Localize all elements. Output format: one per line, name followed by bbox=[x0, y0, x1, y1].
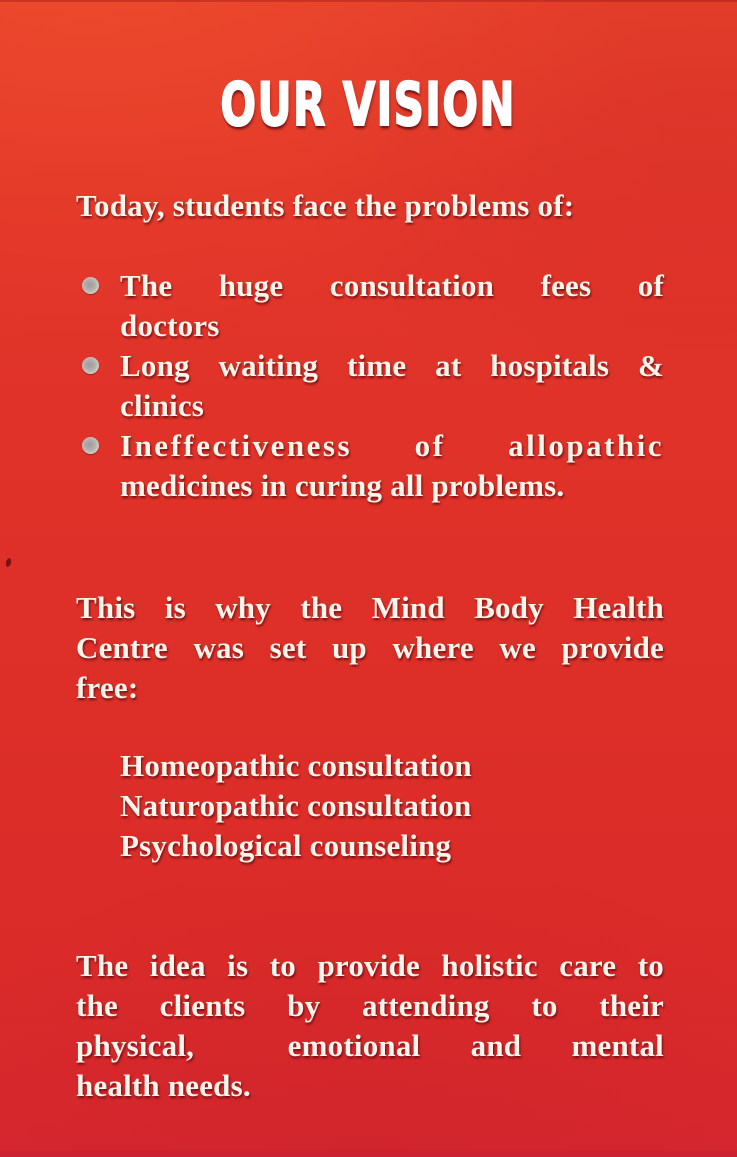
page-title-text: OUR VISION bbox=[220, 70, 517, 141]
mission-line: This is why the Mind Body Health bbox=[76, 590, 664, 625]
idea-paragraph bbox=[76, 946, 664, 1106]
bullet-dot-icon bbox=[82, 437, 99, 454]
problem-line: clinics bbox=[120, 388, 205, 423]
idea-line: the clients by attending to their bbox=[76, 988, 664, 1023]
list-item bbox=[76, 426, 664, 506]
bullet-dot-icon bbox=[82, 277, 99, 294]
service-item: Naturopathic consultation bbox=[120, 788, 472, 823]
problem-line: Long waiting time at hospitals & bbox=[120, 348, 664, 383]
problem-line: The huge consultation fees of bbox=[120, 268, 664, 303]
list-item bbox=[76, 266, 664, 346]
service-item: Homeopathic consultation bbox=[120, 748, 472, 783]
page-title bbox=[0, 70, 737, 141]
problem-line: Ineffectiveness of allopathic bbox=[120, 428, 664, 463]
bottom-dark-band bbox=[0, 1150, 737, 1157]
idea-line: health needs. bbox=[76, 1068, 251, 1103]
intro-line: Today, students face the problems of: bbox=[76, 188, 575, 223]
list-item bbox=[76, 346, 664, 426]
problem-line: medicines in curing all problems. bbox=[120, 468, 565, 503]
mission-line: Centre was set up where we provide bbox=[76, 630, 664, 665]
intro-paragraph bbox=[76, 186, 664, 226]
problem-line: doctors bbox=[120, 308, 220, 343]
bullet-dot-icon bbox=[82, 357, 99, 374]
mission-line: free: bbox=[76, 670, 139, 705]
idea-line: physical, emotional and mental bbox=[76, 1028, 664, 1063]
service-item: Psychological counseling bbox=[120, 828, 452, 863]
scan-speck-artifact bbox=[5, 558, 12, 568]
idea-line: The idea is to provide holistic care to bbox=[76, 948, 664, 983]
scan-top-edge bbox=[0, 0, 737, 2]
services-list bbox=[120, 746, 647, 866]
mission-paragraph bbox=[76, 588, 664, 708]
problems-list bbox=[76, 266, 664, 506]
